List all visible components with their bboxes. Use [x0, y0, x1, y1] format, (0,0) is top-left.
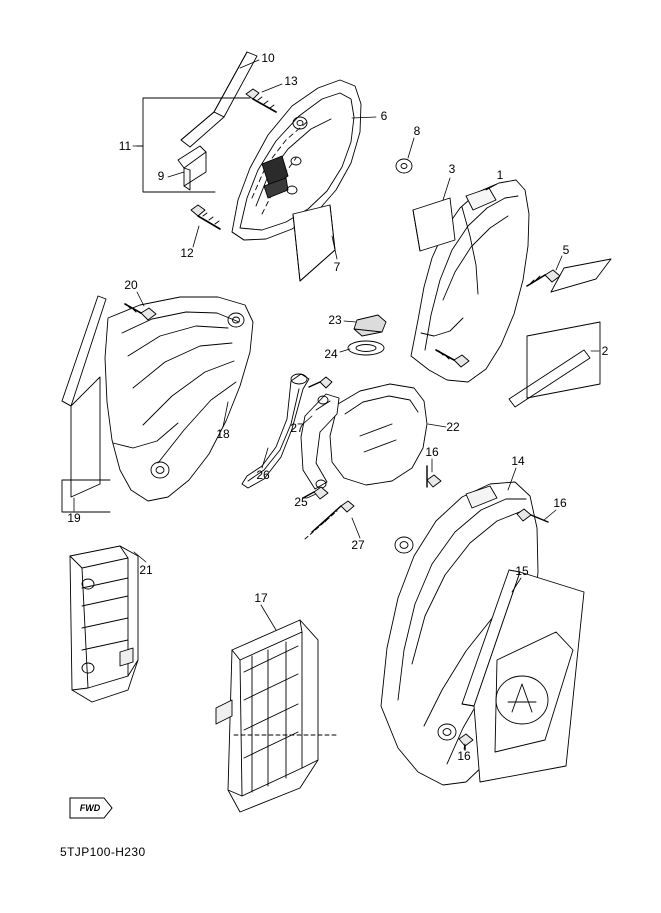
callout-number-9: 9: [157, 169, 165, 183]
callout-number-22: 22: [446, 420, 460, 434]
callout-number-16: 16: [553, 496, 567, 510]
callout-number-6: 6: [380, 109, 388, 123]
callout-number-1: 1: [496, 168, 504, 182]
callout-number-27: 27: [351, 538, 365, 552]
part-2-decals: [509, 259, 611, 407]
callout-number-2: 2: [601, 344, 609, 358]
part-rubber-pad: [262, 156, 288, 198]
callout-number-17: 17: [254, 591, 268, 605]
part-10-plate: [181, 52, 257, 147]
callout-number-3: 3: [448, 162, 456, 176]
part-22-tank: [330, 384, 427, 485]
callout-number-18: 18: [216, 427, 230, 441]
part-18-side-cover: [105, 297, 253, 501]
fwd-label: FWD: [79, 803, 101, 813]
callout-number-7: 7: [333, 260, 341, 274]
callout-number-24: 24: [324, 347, 338, 361]
callout-number-13: 13: [284, 74, 298, 88]
callout-number-8: 8: [413, 124, 421, 138]
callout-number-19: 19: [67, 511, 81, 525]
callout-number-11: 11: [118, 139, 132, 153]
callout-number-21: 21: [139, 563, 153, 577]
callout-number-14: 14: [511, 454, 525, 468]
callout-number-27: 27: [290, 421, 304, 435]
part-8-washer: [396, 159, 412, 173]
fwd-direction-badge: [68, 796, 112, 820]
part-code-label: 5TJP100-H230: [60, 845, 146, 859]
part-13-bolt: [246, 89, 276, 112]
part-23-cap: [354, 315, 386, 336]
part-7-plate: [293, 205, 335, 281]
callout-number-25: 25: [294, 495, 308, 509]
part-9-bracket: [178, 146, 206, 190]
part-24-gasket: [348, 341, 384, 355]
callout-number-20: 20: [124, 278, 138, 292]
callout-number-16: 16: [425, 445, 439, 459]
part-21-guard: [70, 546, 138, 702]
callout-number-26: 26: [256, 468, 270, 482]
callout-number-5: 5: [562, 243, 570, 257]
callout-number-12: 12: [180, 246, 194, 260]
part-19-decal: [62, 296, 110, 512]
callout-number-15: 15: [515, 564, 529, 578]
part-11-group-box: [137, 98, 250, 192]
callout-number-10: 10: [261, 51, 275, 65]
part-17-louver: [216, 620, 336, 812]
callout-number-16: 16: [457, 749, 471, 763]
part-12-bolt: [191, 205, 220, 229]
callout-number-23: 23: [328, 313, 342, 327]
